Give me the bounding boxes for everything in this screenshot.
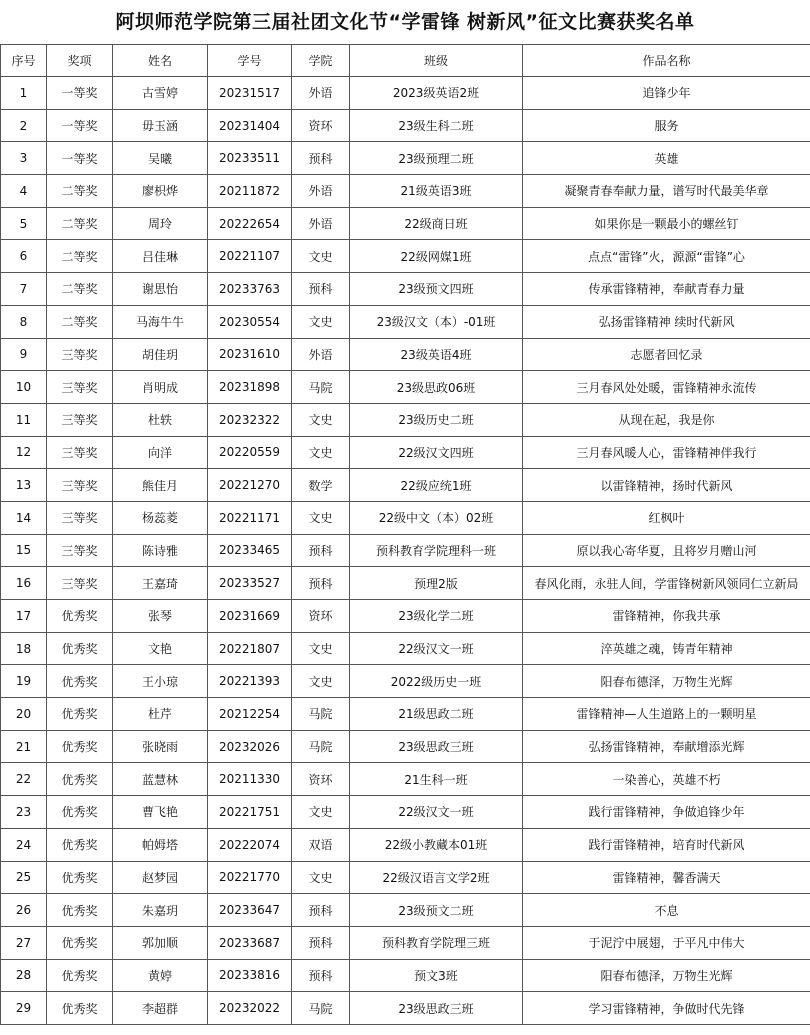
cell-work-title: 弘扬雷锋精神，奉献增添光辉 [523, 730, 810, 763]
cell-student-id: 20222074 [208, 828, 292, 861]
cell-student-id: 20232022 [208, 992, 292, 1025]
cell-class: 23级预文二班 [350, 894, 523, 927]
cell-class: 23级化学二班 [350, 600, 523, 633]
cell-prize: 优秀奖 [47, 894, 113, 927]
cell-class: 23级英语4班 [350, 338, 523, 371]
cell-name: 古雪婷 [113, 77, 208, 110]
cell-prize: 三等奖 [47, 403, 113, 436]
table-row [1, 861, 810, 894]
cell-name: 熊佳月 [113, 469, 208, 502]
cell-name: 廖枳烨 [113, 175, 208, 208]
cell-no: 19 [1, 665, 47, 698]
cell-class: 2023级英语2班 [350, 77, 523, 110]
cell-work-title: 红枫叶 [523, 501, 810, 534]
cell-college: 马院 [292, 992, 350, 1025]
cell-name: 杜芹 [113, 698, 208, 731]
cell-college: 文史 [292, 403, 350, 436]
cell-no: 2 [1, 109, 47, 142]
cell-prize: 一等奖 [47, 77, 113, 110]
header-prize: 奖项 [47, 45, 113, 77]
cell-college: 资环 [292, 600, 350, 633]
cell-name: 帕姆塔 [113, 828, 208, 861]
cell-name: 王嘉琦 [113, 567, 208, 600]
cell-college: 外语 [292, 207, 350, 240]
cell-name: 胡佳玥 [113, 338, 208, 371]
cell-student-id: 20221770 [208, 861, 292, 894]
cell-student-id: 20232322 [208, 403, 292, 436]
cell-college: 预科 [292, 273, 350, 306]
cell-prize: 三等奖 [47, 501, 113, 534]
cell-name: 朱嘉玥 [113, 894, 208, 927]
cell-prize: 三等奖 [47, 338, 113, 371]
cell-prize: 优秀奖 [47, 763, 113, 796]
header-class: 班级 [350, 45, 523, 77]
cell-work-title: 凝聚青春奉献力量，谱写时代最美华章 [523, 175, 810, 208]
table-row [1, 273, 810, 306]
table-row [1, 534, 810, 567]
cell-student-id: 20231404 [208, 109, 292, 142]
cell-name: 曹飞艳 [113, 796, 208, 829]
cell-college: 双语 [292, 828, 350, 861]
cell-prize: 优秀奖 [47, 632, 113, 665]
cell-prize: 优秀奖 [47, 600, 113, 633]
cell-work-title: 一染善心，英雄不朽 [523, 763, 810, 796]
cell-class: 22级汉语言文学2班 [350, 861, 523, 894]
cell-prize: 二等奖 [47, 273, 113, 306]
cell-prize: 三等奖 [47, 469, 113, 502]
cell-no: 14 [1, 501, 47, 534]
cell-no: 6 [1, 240, 47, 273]
table-row [1, 763, 810, 796]
header-college: 学院 [292, 45, 350, 77]
cell-college: 文史 [292, 436, 350, 469]
cell-class: 2022级历史一班 [350, 665, 523, 698]
table-row [1, 469, 810, 502]
table-row [1, 828, 810, 861]
cell-class: 22级汉文一班 [350, 796, 523, 829]
cell-no: 12 [1, 436, 47, 469]
cell-student-id: 20233511 [208, 142, 292, 175]
cell-college: 文史 [292, 632, 350, 665]
cell-class: 22级应统1班 [350, 469, 523, 502]
cell-class: 22级网媒1班 [350, 240, 523, 273]
cell-college: 预科 [292, 142, 350, 175]
cell-college: 外语 [292, 77, 350, 110]
cell-student-id: 20212254 [208, 698, 292, 731]
cell-no: 10 [1, 371, 47, 404]
cell-class: 预科教育学院理科一班 [350, 534, 523, 567]
cell-student-id: 20233816 [208, 959, 292, 992]
cell-no: 23 [1, 796, 47, 829]
cell-college: 预科 [292, 534, 350, 567]
cell-prize: 优秀奖 [47, 796, 113, 829]
cell-no: 3 [1, 142, 47, 175]
table-row [1, 959, 810, 992]
cell-no: 8 [1, 305, 47, 338]
cell-name: 杜轶 [113, 403, 208, 436]
cell-college: 外语 [292, 338, 350, 371]
table-row [1, 796, 810, 829]
cell-college: 文史 [292, 501, 350, 534]
cell-class: 22级商日班 [350, 207, 523, 240]
cell-name: 肖明成 [113, 371, 208, 404]
cell-class: 23级生科二班 [350, 109, 523, 142]
cell-student-id: 20221171 [208, 501, 292, 534]
cell-class: 预科教育学院理三班 [350, 926, 523, 959]
cell-name: 文艳 [113, 632, 208, 665]
cell-work-title: 于泥泞中展翅，于平凡中伟大 [523, 926, 810, 959]
cell-college: 马院 [292, 730, 350, 763]
cell-prize: 优秀奖 [47, 828, 113, 861]
table-row [1, 77, 810, 110]
cell-prize: 优秀奖 [47, 861, 113, 894]
cell-work-title: 英雄 [523, 142, 810, 175]
cell-no: 16 [1, 567, 47, 600]
cell-work-title: 从现在起，我是你 [523, 403, 810, 436]
cell-college: 文史 [292, 665, 350, 698]
cell-class: 23级思政三班 [350, 730, 523, 763]
cell-college: 预科 [292, 894, 350, 927]
cell-name: 杨蕊菱 [113, 501, 208, 534]
cell-college: 马院 [292, 371, 350, 404]
cell-no: 24 [1, 828, 47, 861]
cell-prize: 三等奖 [47, 534, 113, 567]
table-row [1, 567, 810, 600]
cell-class: 预理2版 [350, 567, 523, 600]
cell-student-id: 20233763 [208, 273, 292, 306]
cell-student-id: 20221270 [208, 469, 292, 502]
cell-class: 22级汉文一班 [350, 632, 523, 665]
cell-no: 9 [1, 338, 47, 371]
cell-work-title: 淬英雄之魂，铸青年精神 [523, 632, 810, 665]
header-no: 序号 [1, 45, 47, 77]
cell-name: 郭加顺 [113, 926, 208, 959]
cell-class: 预文3班 [350, 959, 523, 992]
cell-no: 5 [1, 207, 47, 240]
cell-no: 28 [1, 959, 47, 992]
cell-student-id: 20221751 [208, 796, 292, 829]
cell-no: 1 [1, 77, 47, 110]
cell-college: 预科 [292, 567, 350, 600]
cell-work-title: 雷锋精神—人生道路上的一颗明星 [523, 698, 810, 731]
cell-work-title: 践行雷锋精神，培育时代新风 [523, 828, 810, 861]
cell-no: 4 [1, 175, 47, 208]
cell-name: 陈诗雅 [113, 534, 208, 567]
table-row [1, 207, 810, 240]
cell-work-title: 传承雷锋精神，奉献青春力量 [523, 273, 810, 306]
cell-class: 22级小教藏本01班 [350, 828, 523, 861]
table-row [1, 632, 810, 665]
cell-work-title: 弘扬雷锋精神 续时代新风 [523, 305, 810, 338]
award-table [0, 44, 810, 1025]
cell-student-id: 20211872 [208, 175, 292, 208]
cell-work-title: 服务 [523, 109, 810, 142]
cell-work-title: 春风化雨，永驻人间，学雷锋树新风领同仁立新局 [523, 567, 810, 600]
table-row [1, 665, 810, 698]
table-row [1, 600, 810, 633]
cell-prize: 三等奖 [47, 567, 113, 600]
cell-no: 29 [1, 992, 47, 1025]
cell-work-title: 三月春风暖人心，雷锋精神伴我行 [523, 436, 810, 469]
cell-college: 文史 [292, 240, 350, 273]
cell-class: 21级英语3班 [350, 175, 523, 208]
cell-no: 22 [1, 763, 47, 796]
cell-student-id: 20233647 [208, 894, 292, 927]
header-name: 姓名 [113, 45, 208, 77]
cell-prize: 优秀奖 [47, 959, 113, 992]
cell-work-title: 阳春布德泽，万物生光辉 [523, 665, 810, 698]
cell-work-title: 以雷锋精神，扬时代新风 [523, 469, 810, 502]
table-row [1, 338, 810, 371]
cell-college: 资环 [292, 763, 350, 796]
cell-name: 马海牛牛 [113, 305, 208, 338]
cell-student-id: 20222654 [208, 207, 292, 240]
cell-class: 23级历史二班 [350, 403, 523, 436]
table-row [1, 175, 810, 208]
table-row [1, 698, 810, 731]
cell-college: 预科 [292, 959, 350, 992]
table-row [1, 992, 810, 1025]
cell-class: 22级中文（本）02班 [350, 501, 523, 534]
cell-student-id: 20233465 [208, 534, 292, 567]
cell-work-title: 原以我心寄华夏，且将岁月赠山河 [523, 534, 810, 567]
table-row [1, 109, 810, 142]
cell-name: 吴曦 [113, 142, 208, 175]
cell-work-title: 学习雷锋精神，争做时代先锋 [523, 992, 810, 1025]
cell-name: 黄婷 [113, 959, 208, 992]
cell-name: 谢思怡 [113, 273, 208, 306]
header-student-id: 学号 [208, 45, 292, 77]
cell-student-id: 20231517 [208, 77, 292, 110]
table-row [1, 305, 810, 338]
cell-name: 吕佳琳 [113, 240, 208, 273]
cell-college: 外语 [292, 175, 350, 208]
cell-no: 26 [1, 894, 47, 927]
cell-prize: 三等奖 [47, 436, 113, 469]
cell-no: 18 [1, 632, 47, 665]
cell-class: 21级思政二班 [350, 698, 523, 731]
cell-class: 23级预理二班 [350, 142, 523, 175]
cell-prize: 二等奖 [47, 305, 113, 338]
table-row [1, 403, 810, 436]
cell-student-id: 20232026 [208, 730, 292, 763]
cell-work-title: 阳春布德泽，万物生光辉 [523, 959, 810, 992]
header-work-title: 作品名称 [523, 45, 810, 77]
cell-no: 25 [1, 861, 47, 894]
cell-work-title: 雷锋精神，馨香满天 [523, 861, 810, 894]
cell-prize: 一等奖 [47, 142, 113, 175]
cell-work-title: 践行雷锋精神，争做追锋少年 [523, 796, 810, 829]
table-body [1, 77, 810, 1025]
cell-no: 7 [1, 273, 47, 306]
cell-no: 27 [1, 926, 47, 959]
cell-prize: 优秀奖 [47, 665, 113, 698]
cell-no: 11 [1, 403, 47, 436]
cell-prize: 优秀奖 [47, 698, 113, 731]
cell-work-title: 追锋少年 [523, 77, 810, 110]
cell-prize: 二等奖 [47, 207, 113, 240]
cell-college: 资环 [292, 109, 350, 142]
cell-name: 王小琼 [113, 665, 208, 698]
table-row [1, 894, 810, 927]
cell-student-id: 20233527 [208, 567, 292, 600]
page-title: 阿坝师范学院第三届社团文化节“学雷锋 树新风”征文比赛获奖名单 [115, 11, 695, 33]
cell-student-id: 20231610 [208, 338, 292, 371]
cell-name: 向洋 [113, 436, 208, 469]
cell-no: 15 [1, 534, 47, 567]
cell-student-id: 20231898 [208, 371, 292, 404]
cell-college: 数学 [292, 469, 350, 502]
cell-prize: 二等奖 [47, 175, 113, 208]
cell-work-title: 点点“雷锋”火，源源“雷锋”心 [523, 240, 810, 273]
cell-prize: 优秀奖 [47, 730, 113, 763]
cell-prize: 优秀奖 [47, 992, 113, 1025]
cell-work-title: 雷锋精神，你我共承 [523, 600, 810, 633]
cell-work-title: 不息 [523, 894, 810, 927]
cell-work-title: 三月春风处处暖，雷锋精神永流传 [523, 371, 810, 404]
cell-college: 文史 [292, 861, 350, 894]
cell-name: 赵梦园 [113, 861, 208, 894]
cell-college: 文史 [292, 796, 350, 829]
table-row [1, 730, 810, 763]
cell-student-id: 20233687 [208, 926, 292, 959]
cell-work-title: 志愿者回忆录 [523, 338, 810, 371]
cell-name: 李超群 [113, 992, 208, 1025]
table-row [1, 240, 810, 273]
cell-name: 蓝慧林 [113, 763, 208, 796]
cell-no: 13 [1, 469, 47, 502]
cell-name: 周玲 [113, 207, 208, 240]
cell-student-id: 20221807 [208, 632, 292, 665]
cell-work-title: 如果你是一颗最小的螺丝钉 [523, 207, 810, 240]
cell-student-id: 20221393 [208, 665, 292, 698]
cell-student-id: 20211330 [208, 763, 292, 796]
cell-prize: 优秀奖 [47, 926, 113, 959]
cell-student-id: 20231669 [208, 600, 292, 633]
cell-class: 23级预文四班 [350, 273, 523, 306]
cell-college: 马院 [292, 698, 350, 731]
table-row [1, 142, 810, 175]
cell-no: 17 [1, 600, 47, 633]
cell-college: 文史 [292, 305, 350, 338]
cell-student-id: 20230554 [208, 305, 292, 338]
cell-name: 毋玉涵 [113, 109, 208, 142]
cell-class: 21生科一班 [350, 763, 523, 796]
table-row [1, 501, 810, 534]
cell-no: 20 [1, 698, 47, 731]
table-header-row [1, 45, 810, 77]
cell-class: 22级汉文四班 [350, 436, 523, 469]
cell-class: 23级思政三班 [350, 992, 523, 1025]
cell-name: 张晓雨 [113, 730, 208, 763]
cell-student-id: 20221107 [208, 240, 292, 273]
cell-class: 23级思政06班 [350, 371, 523, 404]
cell-prize: 三等奖 [47, 371, 113, 404]
cell-no: 21 [1, 730, 47, 763]
table-row [1, 436, 810, 469]
cell-name: 张琴 [113, 600, 208, 633]
cell-student-id: 20220559 [208, 436, 292, 469]
cell-prize: 一等奖 [47, 109, 113, 142]
cell-class: 23级汉文（本）-01班 [350, 305, 523, 338]
table-row [1, 926, 810, 959]
cell-college: 预科 [292, 926, 350, 959]
table-row [1, 371, 810, 404]
cell-prize: 二等奖 [47, 240, 113, 273]
